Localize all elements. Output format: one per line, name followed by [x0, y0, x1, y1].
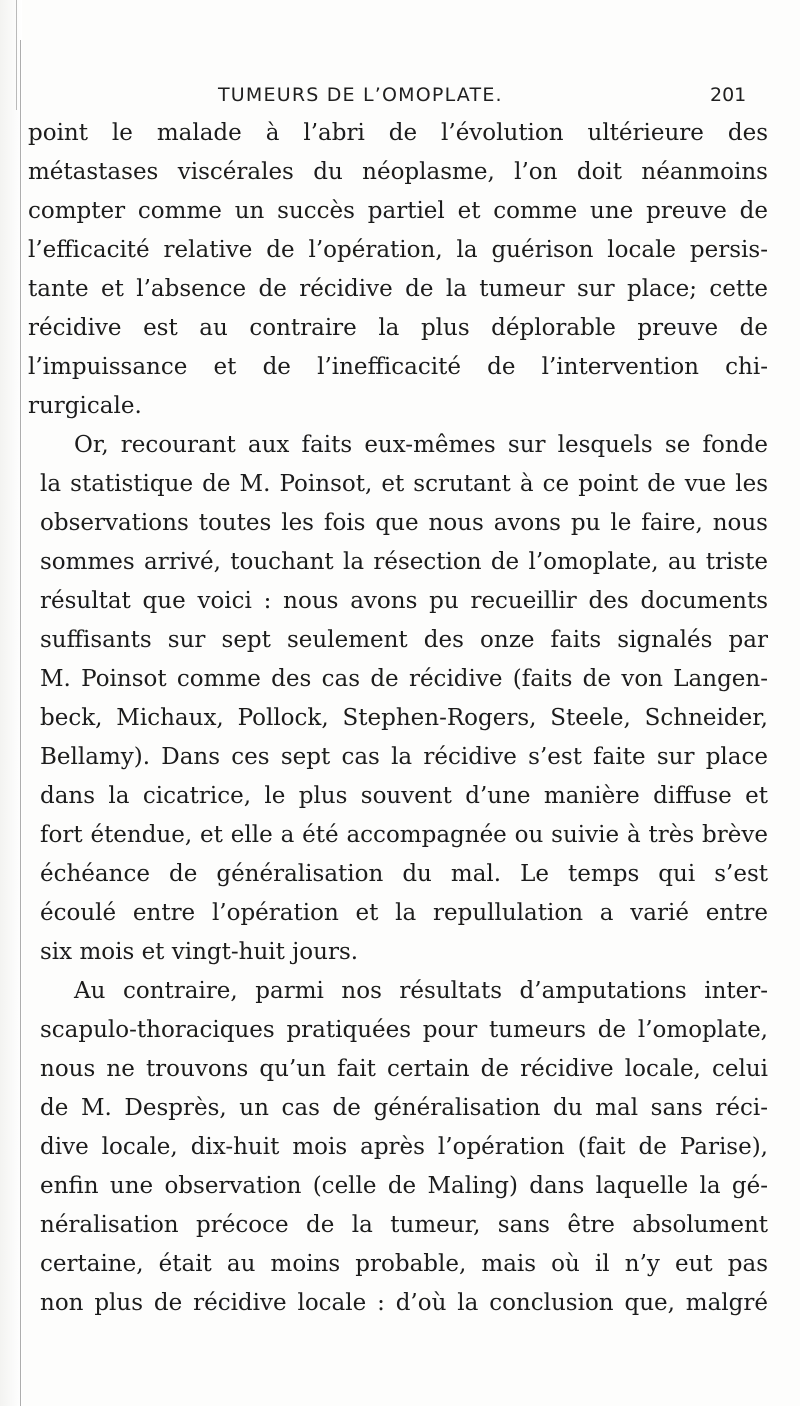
text-line: compter comme un succès partiel et comme une preuve de [28, 198, 768, 224]
text-line: Or, recourant aux faits eux-mêmes sur lesquels se fonde [74, 432, 768, 458]
gutter-line [20, 40, 21, 1406]
text-line: sommes arrivé, touchant la résection de l’omoplate, au triste [40, 549, 768, 575]
text-line: Au contraire, parmi nos résultats d’amputations inter- [74, 978, 768, 1004]
text-line: beck, Michaux, Pollock, Stephen-Rogers, Steele, Schneider, [40, 705, 768, 731]
text-line: résultat que voici : nous avons pu recueillir des documents [40, 588, 768, 614]
text-line: la statistique de M. Poinsot, et scrutant à ce point de vue les [40, 471, 768, 497]
binding-edge [0, 0, 22, 1406]
body-text [28, 114, 768, 1323]
text-line: l’efficacité relative de l’opération, la guérison locale persis- [28, 237, 768, 263]
text-line: fort étendue, et elle a été accompagnée ou suivie à très brève [40, 822, 768, 848]
text-line: rurgicale. [28, 393, 142, 419]
paragraph-2 [28, 426, 768, 972]
text-line: métastases viscérales du néoplasme, l’on doit néanmoins [28, 159, 768, 185]
paragraph-3 [28, 972, 768, 1323]
text-line: néralisation précoce de la tumeur, sans être absolument [40, 1212, 768, 1238]
text-line: Bellamy). Dans ces sept cas la récidive s’est faite sur place [40, 744, 768, 770]
text-line: point le malade à l’abri de l’évolution ultérieure des [28, 120, 768, 146]
text-line: dans la cicatrice, le plus souvent d’une manière diffuse et [40, 783, 768, 809]
text-line: l’impuissance et de l’inefficacité de l’intervention chi- [28, 354, 768, 380]
running-title: TUMEURS DE L’OMOPLATE. [218, 84, 503, 106]
text-line: échéance de généralisation du mal. Le temps qui s’est [40, 861, 768, 887]
text-line: dive locale, dix-huit mois après l’opération (fait de Parise), [40, 1134, 768, 1160]
text-line: enfin une observation (celle de Maling) dans laquelle la gé- [40, 1173, 768, 1199]
text-line: observations toutes les fois que nous avons pu le faire, nous [40, 510, 768, 536]
text-line: nous ne trouvons qu’un fait certain de récidive locale, celui [40, 1056, 768, 1082]
text-line: écoulé entre l’opération et la repullulation a varié entre [40, 900, 768, 926]
text-line: non plus de récidive locale : d’où la conclusion que, malgré [40, 1290, 768, 1316]
text-line: suffisants sur sept seulement des onze faits signalés par [40, 627, 768, 653]
text-line: M. Poinsot comme des cas de récidive (faits de von Langen- [40, 666, 768, 692]
paragraph-1 [28, 114, 768, 426]
scan-edge-line [16, 0, 17, 110]
text-line: certaine, était au moins probable, mais où il n’y eut pas [40, 1251, 768, 1277]
text-line: scapulo-thoraciques pratiquées pour tumeurs de l’omoplate, [40, 1017, 768, 1043]
page-number: 201 [710, 84, 747, 106]
text-line: récidive est au contraire la plus déplorable preuve de [28, 315, 768, 341]
text-line: de M. Desprès, un cas de généralisation du mal sans réci- [40, 1095, 768, 1121]
text-line: six mois et vingt-huit jours. [40, 939, 359, 965]
text-line: tante et l’absence de récidive de la tumeur sur place; cette [28, 276, 768, 302]
